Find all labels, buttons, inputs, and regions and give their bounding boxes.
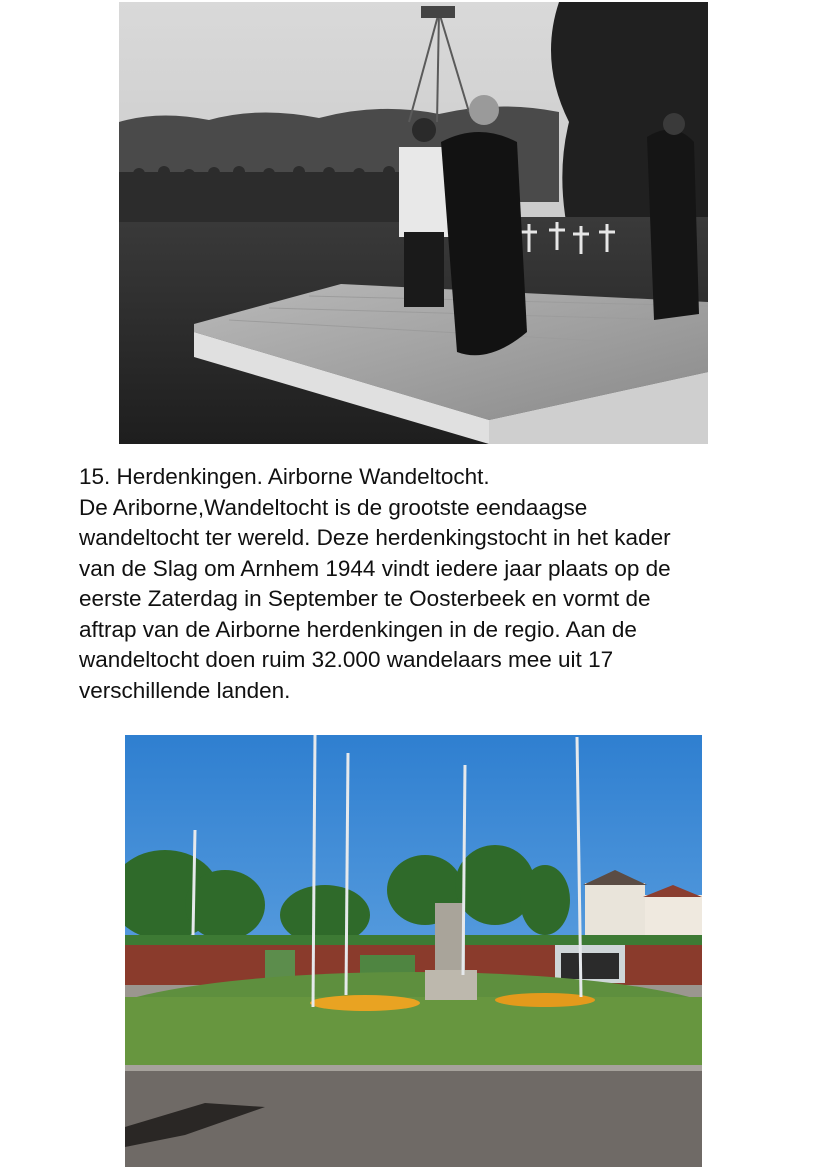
memorial-photo — [125, 735, 702, 1167]
caption-line: De Ariborne,Wandeltocht is de grootste eendaagse — [79, 494, 588, 520]
ceremony-photo — [119, 2, 708, 444]
caption-line: verschillende landen. — [79, 677, 291, 703]
caption-line: van de Slag om Arnhem 1944 vindt iedere jaar plaats op de — [79, 555, 671, 581]
caption-line: wandeltocht ter wereld. Deze herdenkingstocht in het kader — [79, 525, 671, 550]
caption-text — [79, 462, 759, 706]
caption-heading: 15. Herdenkingen. Airborne Wandeltocht. — [79, 464, 490, 489]
caption-line: eerste Zaterdag in September te Oosterbeek en vormt de — [79, 586, 651, 611]
caption-line: aftrap van de Airborne herdenkingen in de regio. Aan de — [79, 616, 637, 642]
caption-line: wandeltocht doen ruim 32.000 wandelaars mee uit 17 — [79, 647, 614, 672]
